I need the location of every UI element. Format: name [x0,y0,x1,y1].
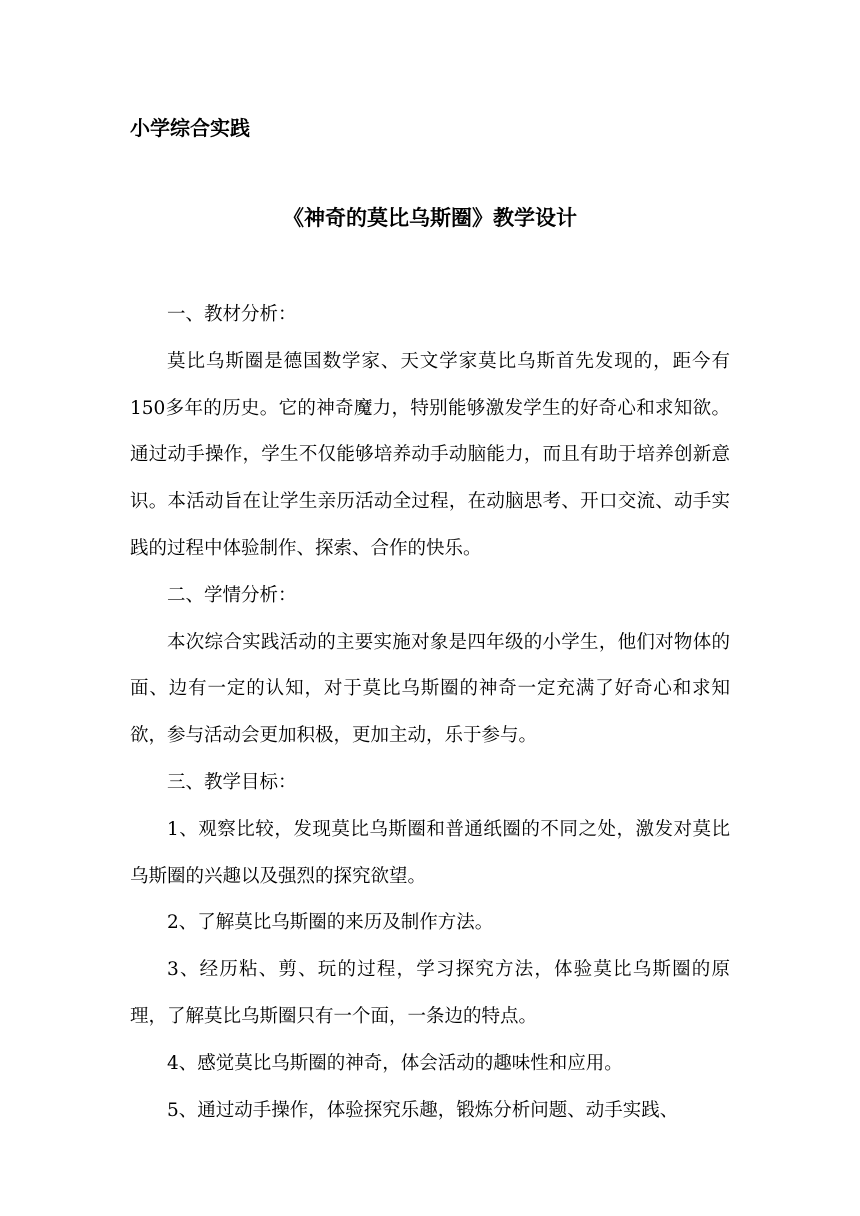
goal-item-5: 5、通过动手操作，体验探究乐趣，锻炼分析问题、动手实践、 [167,1099,679,1121]
goal-item-2: 2、了解莫比乌斯圈的来历及制作方法。 [167,912,494,934]
section-heading-textbook-analysis: 一、教材分析： [167,304,297,325]
section-heading-teaching-goals: 三、教学目标： [167,771,297,793]
goal-item-1: 1、观察比较，发现莫比乌斯圈和普通纸圈的不同之处，激发对莫比乌斯圈的兴趣以及强烈的探究欲望。 [130,818,730,887]
document-body [130,292,730,1134]
goal-item-3: 3、经历粘、剪、玩的过程，学习探究方法，体验莫比乌斯圈的原理，了解莫比乌斯圈只有一个面，一条边的特点。 [130,959,730,1027]
section-heading-student-analysis: 二、学情分析： [167,584,297,606]
document-title: 《神奇的莫比乌斯圈》教学设计 [283,205,577,230]
paragraph-textbook-analysis: 莫比乌斯圈是德国数学家、天文学家莫比乌斯首先发现的，距今有150多年的历史。它的神奇魔力，特别能够激发学生的好奇心和求知欲。通过动手操作，学生不仅能够培养动手动脑能力，而且有助于培养创新意识。本活动旨在让学生亲历活动全过程，在动脑思考、开口交流、动手实践的过程中体验制作、探索、合作的快乐。 [130,350,730,559]
paragraph-student-analysis: 本次综合实践活动的主要实施对象是四年级的小学生，他们对物体的面、边有一定的认知，对于莫比乌斯圈的神奇一定充满了好奇心和求知欲，参与活动会更加积极，更加主动，乐于参与。 [130,631,730,747]
subject-heading: 小学综合实践 [130,116,250,140]
goal-item-4: 4、感觉莫比乌斯圈的神奇，体会活动的趣味性和应用。 [167,1052,623,1074]
